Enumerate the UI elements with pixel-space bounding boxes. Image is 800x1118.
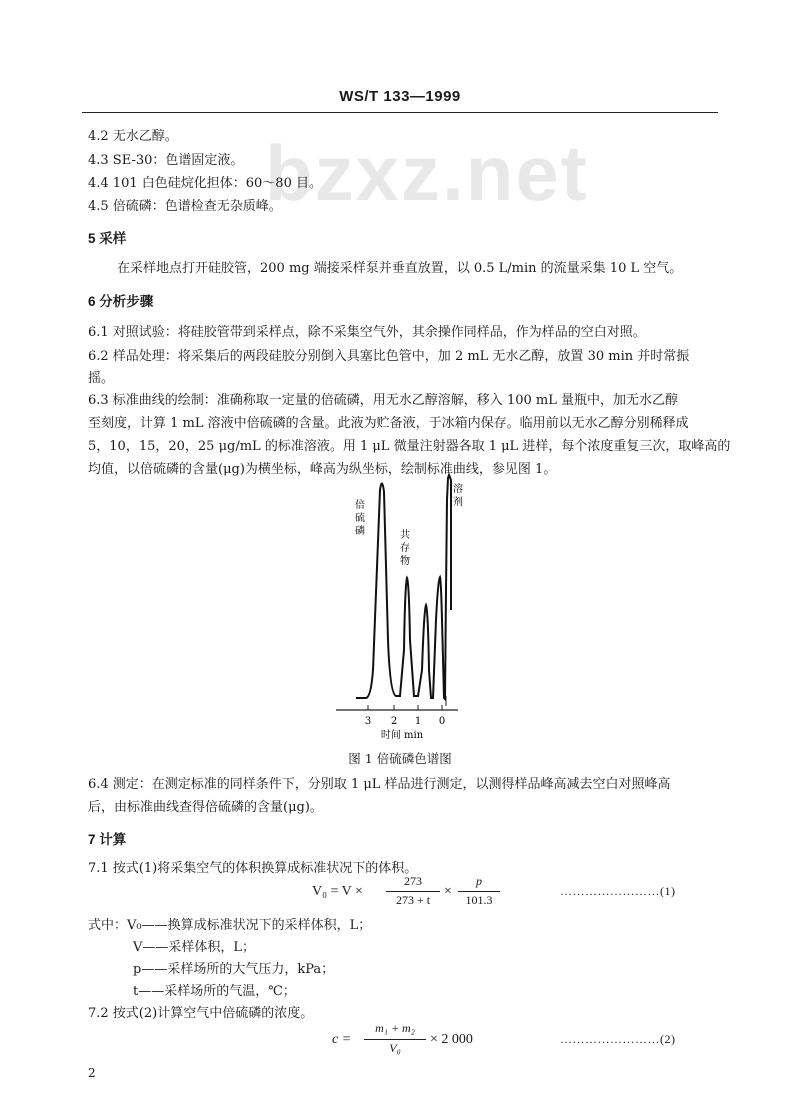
section-7-title: 7 计算	[88, 832, 127, 847]
para-6-2-line1: 6.2 样品处理：将采集后的两段硅胶分别倒入具塞比色管中，加 2 mL 无水乙醇，放置 30 min 并时常振	[88, 349, 690, 364]
section-6-title: 6 分析步骤	[88, 294, 154, 309]
x-axis-label: 时间 min	[380, 730, 424, 741]
para-6-4-line1: 6.4 测定：在测定标准的同样条件下，分别取 1 μL 样品进行测定，以测得样品峰高减去空白对照峰高	[88, 777, 671, 792]
peak-label-coexist-2: 存	[400, 543, 410, 554]
item-4-5: 4.5 倍硫磷：色谱检查无杂质峰。	[88, 199, 282, 214]
para-6-4-line2: 后，由标准曲线查得倍硫磷的含量(μg)。	[88, 800, 323, 815]
tick-label-2: 2	[390, 716, 398, 727]
para-6-3-line1: 6.3 标准曲线的绘制：准确称取一定量的倍硫磷，用无水乙醇溶解，移入 100 mL 量瓶中，加无水乙醇	[88, 393, 678, 408]
section-5-title: 5 采样	[88, 231, 127, 246]
equation-1-frac1-bar	[386, 891, 440, 892]
para-6-1: 6.1 对照试验：将硅胶管带到采样点，除不采集空气外，其余操作同样品，作为样品的空白对照。	[88, 325, 646, 340]
item-4-4: 4.4 101 白色硅烷化担体：60～80 目。	[88, 176, 322, 191]
tick-label-3: 3	[364, 716, 372, 727]
peak-label-fenthion-3: 磷	[355, 526, 365, 537]
para-6-3-line3: 5，10，15，20，25 μg/mL 的标准溶液。用 1 μL 微量注射器各取 1 μL 进样，每个浓度重复三次，取峰高的	[88, 439, 731, 454]
equation-1-number: ……………………(1)	[560, 884, 676, 898]
para-6-3-line4: 均值，以倍硫磷的含量(μg)为横坐标，峰高为纵坐标，绘制标准曲线，参见图 1。	[88, 462, 557, 477]
tick-label-0: 0	[438, 716, 446, 727]
item-4-3: 4.3 SE-30：色谱固定液。	[88, 153, 244, 168]
equation-1-frac1-denominator: 273 + t	[395, 893, 431, 907]
equation-1-frac1-numerator: 273	[404, 874, 422, 888]
standard-number-header: WS/T 133—1999	[339, 88, 461, 105]
equation-1-lhs: V₀ = V ×	[312, 884, 363, 899]
chromatogram-figure	[330, 470, 480, 770]
para-7-1: 7.1 按式(1)将采集空气的体积换算成标准状况下的体积。	[88, 861, 418, 876]
chromatogram-trace	[356, 475, 451, 699]
peak-label-coexist-1: 共	[400, 530, 410, 541]
peak-label-solvent-1: 溶	[453, 484, 463, 495]
equation-2-lhs: c =	[332, 1032, 352, 1047]
header-rule	[82, 112, 718, 113]
where-v: V——采样体积，L；	[133, 940, 256, 955]
peak-label-fenthion-1: 倍	[355, 500, 365, 511]
figure-1-caption: 图 1 倍硫磷色谱图	[348, 751, 452, 766]
para-6-3-line2: 至刻度，计算 1 mL 溶液中倍硫磷的含量。此液为贮备液，于冰箱内保存。临用前以无水乙醇分别稀释成	[88, 416, 689, 431]
equation-2-rhs: × 2 000	[430, 1032, 473, 1047]
para-6-2-line2: 摇。	[88, 371, 115, 386]
equation-2-numerator: m₁ + m₂	[375, 1021, 415, 1035]
equation-1-frac2-bar	[458, 891, 500, 892]
where-p: p——采样场所的大气压力，kPa；	[133, 962, 335, 977]
section-5-body: 在采样地点打开硅胶管，200 mg 端接采样泵并垂直放置，以 0.5 L/min 的流量采集 10 L 空气。	[117, 261, 683, 276]
equation-2-denominator: V₀	[389, 1041, 401, 1055]
equation-1-frac2-denominator: 101.3	[465, 893, 493, 907]
where-t: t——采样场所的气温，℃；	[133, 984, 296, 999]
page-number: 2	[88, 1066, 96, 1080]
equation-2-number: ……………………(2)	[560, 1032, 676, 1046]
equation-1-times: ×	[444, 884, 452, 899]
watermark: bzxz.net	[265, 129, 589, 217]
item-4-2: 4.2 无水乙醇。	[88, 129, 178, 144]
equation-1-frac2-numerator: p	[476, 874, 482, 888]
peak-label-coexist-3: 物	[400, 556, 410, 567]
peak-label-fenthion-2: 硫	[355, 513, 365, 524]
equation-2-bar	[364, 1039, 426, 1040]
peak-label-solvent-2: 剂	[453, 497, 463, 508]
tick-label-1: 1	[414, 716, 422, 727]
para-7-2: 7.2 按式(2)计算空气中倍硫磷的浓度。	[88, 1006, 314, 1021]
where-v0: 式中：V₀——换算成标准状况下的采样体积，L；	[88, 918, 372, 933]
